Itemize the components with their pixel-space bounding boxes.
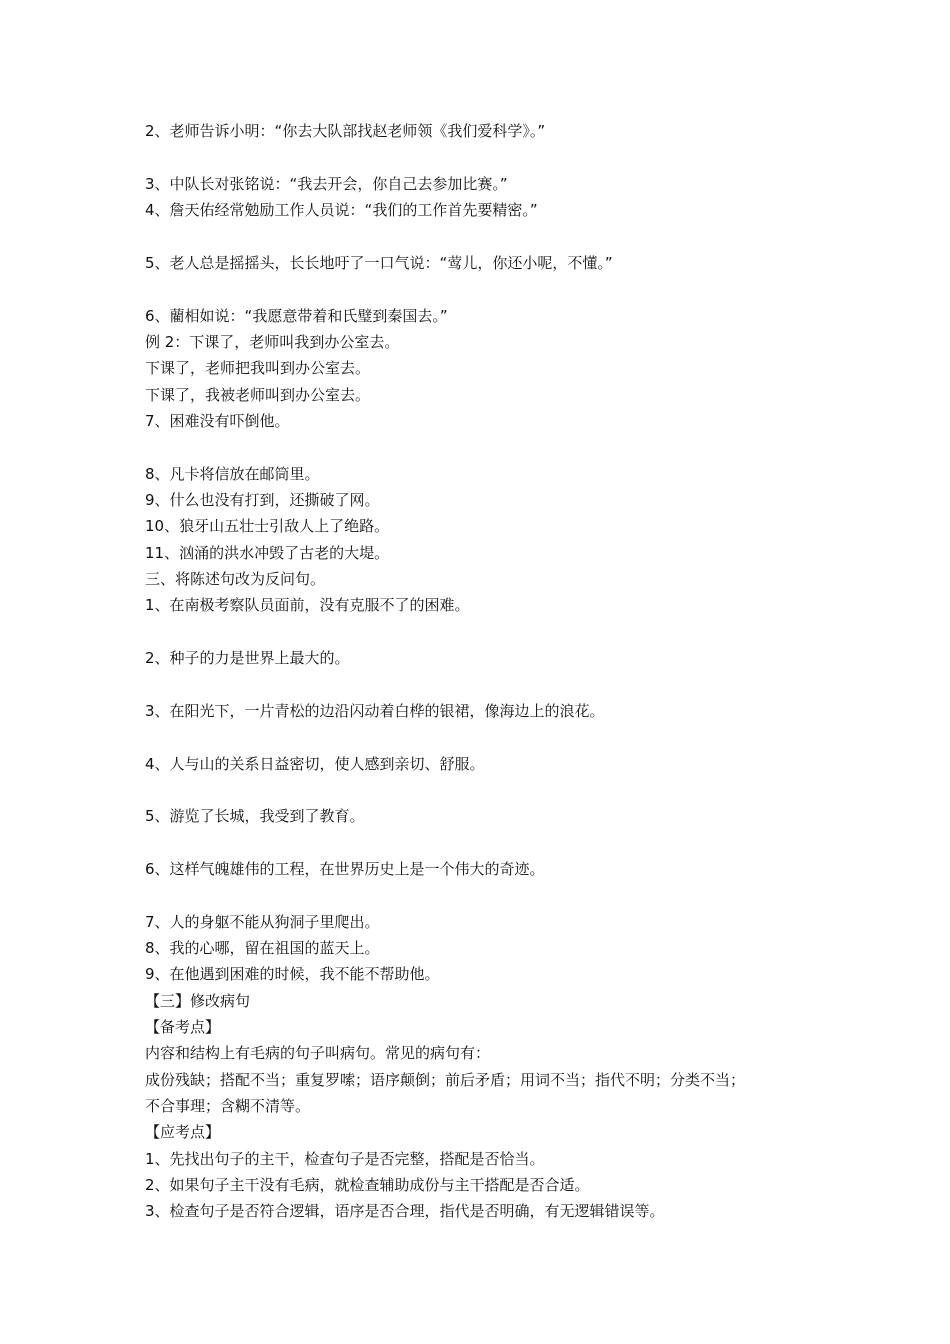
text-line: 1、先找出句子的主干，检查句子是否完整，搭配是否恰当。	[145, 1150, 545, 1168]
text-line: 成份残缺；搭配不当；重复罗嗦；语序颠倒；前后矛盾；用词不当；指代不明；分类不当；	[145, 1071, 746, 1089]
text-line: 3、检查句子是否符合逻辑，语序是否合理，指代是否明确，有无逻辑错误等。	[145, 1202, 665, 1220]
section-heading: 三、将陈述句改为反问句。	[145, 570, 326, 588]
text-line: 3、中队长对张铭说：“我去开会，你自己去参加比赛。”	[145, 175, 508, 193]
section-heading: 【三】修改病句	[145, 992, 251, 1010]
text-line: 3、在阳光下，一片青松的边沿闪动着白桦的银裙，像海边上的浪花。	[145, 702, 605, 720]
text-line: 6、藺相如说：“我愿意带着和氏璧到秦国去。”	[145, 307, 448, 325]
text-line: 11、汹涌的洪水冲毁了古老的大堤。	[145, 544, 390, 562]
text-line: 内容和结构上有毛病的句子叫病句。常见的病句有：	[145, 1044, 491, 1062]
subsection-heading: 【应考点】	[145, 1123, 221, 1141]
text-line: 下课了，老师把我叫到办公室去。	[145, 359, 371, 377]
text-line: 8、凡卡将信放在邮筒里。	[145, 465, 320, 483]
text-line: 2、老师告诉小明：“你去大队部找赵老师领《我们爱科学》。”	[145, 122, 546, 140]
text-line: 1、在南极考察队员面前，没有克服不了的困难。	[145, 596, 470, 614]
text-line: 2、种子的力是世界上最大的。	[145, 649, 350, 667]
subsection-heading: 【备考点】	[145, 1018, 221, 1036]
text-line: 4、人与山的关系日益密切，使人感到亲切、舒服。	[145, 755, 485, 773]
text-line: 8、我的心哪，留在祖国的蓝天上。	[145, 939, 380, 957]
text-line: 5、游览了长城，我受到了教育。	[145, 807, 365, 825]
text-line: 10、狼牙山五壮士引敌人上了绝路。	[145, 517, 390, 535]
text-line: 5、老人总是摇摇头，长长地吁了一口气说：“莺儿，你还小呢，不懂。”	[145, 254, 613, 272]
example-line: 例 2：下课了，老师叫我到办公室去。	[145, 333, 400, 351]
text-line: 9、在他遇到困难的时候，我不能不帮助他。	[145, 965, 440, 983]
text-line: 7、人的身躯不能从狗洞子里爬出。	[145, 913, 380, 931]
text-line: 6、这样气魄雄伟的工程，在世界历史上是一个伟大的奇迹。	[145, 860, 545, 878]
text-line: 7、困难没有吓倒他。	[145, 412, 290, 430]
text-line: 下课了，我被老师叫到办公室去。	[145, 386, 371, 404]
text-line: 不合事理；含糊不清等。	[145, 1097, 311, 1115]
text-line: 2、如果句子主干没有毛病，就检查辅助成份与主干搭配是否合适。	[145, 1176, 590, 1194]
text-line: 9、什么也没有打到，还撕破了网。	[145, 491, 380, 509]
text-line: 4、詹天佑经常勉励工作人员说：“我们的工作首先要精密。”	[145, 201, 538, 219]
